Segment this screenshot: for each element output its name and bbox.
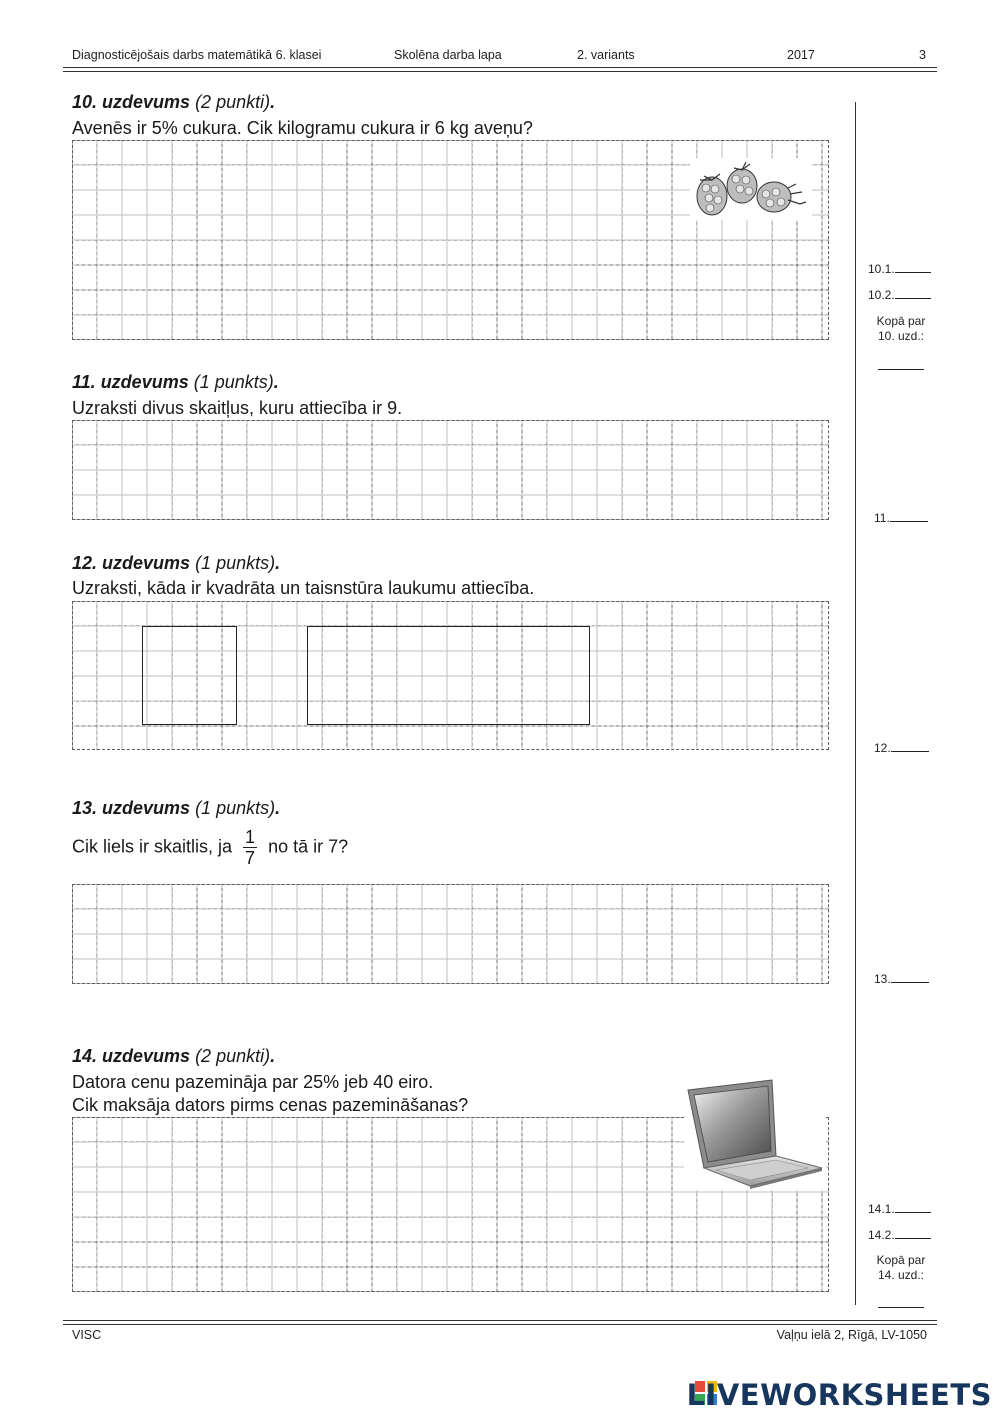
square-shape	[142, 626, 237, 725]
task-11-text: Uzraksti divus skaitļus, kuru attiecība ir 9.	[72, 398, 403, 418]
score-13: 13.	[874, 972, 929, 986]
rectangle-shape	[307, 626, 590, 725]
total-14-blank[interactable]	[878, 1307, 924, 1308]
task-12-points: (1 punkts)	[195, 553, 276, 573]
task-13-text	[72, 827, 348, 868]
task-13-text-after: no tā ir 7?	[268, 836, 349, 857]
page-number: 3	[919, 48, 926, 62]
score-14-2: 14.2.	[868, 1228, 931, 1242]
year-label: 2017	[787, 48, 815, 62]
sheet-label: Skolēna darba lapa	[394, 48, 502, 62]
footer-left: VISC	[72, 1328, 102, 1342]
task-13-answer-grid[interactable]	[72, 884, 829, 984]
score-11: 11.	[874, 511, 928, 525]
task-11-points: (1 punkts)	[193, 372, 274, 392]
task-13-text-before: Cik liels ir skaitlis, ja	[72, 836, 233, 857]
task-11-answer-grid[interactable]	[72, 420, 829, 520]
raspberries-icon	[690, 158, 812, 220]
task-14-points: (2 punkti)	[195, 1046, 271, 1066]
fraction-numerator: 1	[245, 827, 256, 847]
document-title: Diagnosticējošais darbs matemātikā 6. klasei	[72, 48, 322, 62]
task-14-line2: Cik maksāja dators pirms cenas pazemināšanas?	[72, 1095, 469, 1115]
total-10-blank[interactable]	[878, 369, 924, 370]
task-10-title: 10. uzdevums (2 punkti).	[72, 92, 276, 112]
task-11-title: 11. uzdevums (1 punkts).	[72, 372, 279, 392]
liveworksheets-watermark: LIVEWORKSHEETS	[686, 1378, 992, 1412]
task-12-title: 12. uzdevums (1 punkts).	[72, 553, 281, 573]
task-14-number: 14. uzdevums	[72, 1046, 191, 1066]
score-12: 12.	[874, 741, 929, 755]
footer-address: Vaļņu ielā 2, Rīgā, LV-1050	[776, 1328, 927, 1342]
header-rule-double	[63, 71, 937, 72]
task-13-points: (1 punkts)	[195, 798, 276, 818]
fraction-denominator: 7	[245, 848, 256, 868]
task-11-number: 11. uzdevums	[72, 372, 189, 392]
footer-rule-double	[63, 1324, 937, 1325]
task-10-text: Avenēs ir 5% cukura. Cik kilogramu cukura ir 6 kg aveņu?	[72, 118, 533, 138]
task-14-title: 14. uzdevums (2 punkti).	[72, 1046, 276, 1066]
total-10-label: Kopā par 10. uzd.:	[876, 314, 926, 343]
score-10-1: 10.1.	[868, 262, 931, 276]
task-13-number: 13. uzdevums	[72, 798, 191, 818]
score-14-1: 14.1.	[868, 1202, 931, 1216]
laptop-icon	[684, 1078, 826, 1190]
task-13-fraction	[243, 827, 257, 868]
score-column-divider	[855, 102, 856, 1305]
footer-rule	[63, 1320, 937, 1321]
header-rule	[63, 67, 937, 68]
task-13-title: 13. uzdevums (1 punkts).	[72, 798, 281, 818]
task-10-number: 10. uzdevums	[72, 92, 191, 112]
task-14-line1: Datora cenu pazemināja par 25% jeb 40 eiro.	[72, 1072, 434, 1092]
total-14-label: Kopā par 14. uzd.:	[876, 1253, 926, 1282]
task-12-text: Uzraksti, kāda ir kvadrāta un taisnstūra laukumu attiecība.	[72, 578, 535, 598]
task-10-points: (2 punkti)	[195, 92, 271, 112]
score-10-2: 10.2.	[868, 288, 931, 302]
variant-label: 2. variants	[577, 48, 635, 62]
task-12-number: 12. uzdevums	[72, 553, 191, 573]
